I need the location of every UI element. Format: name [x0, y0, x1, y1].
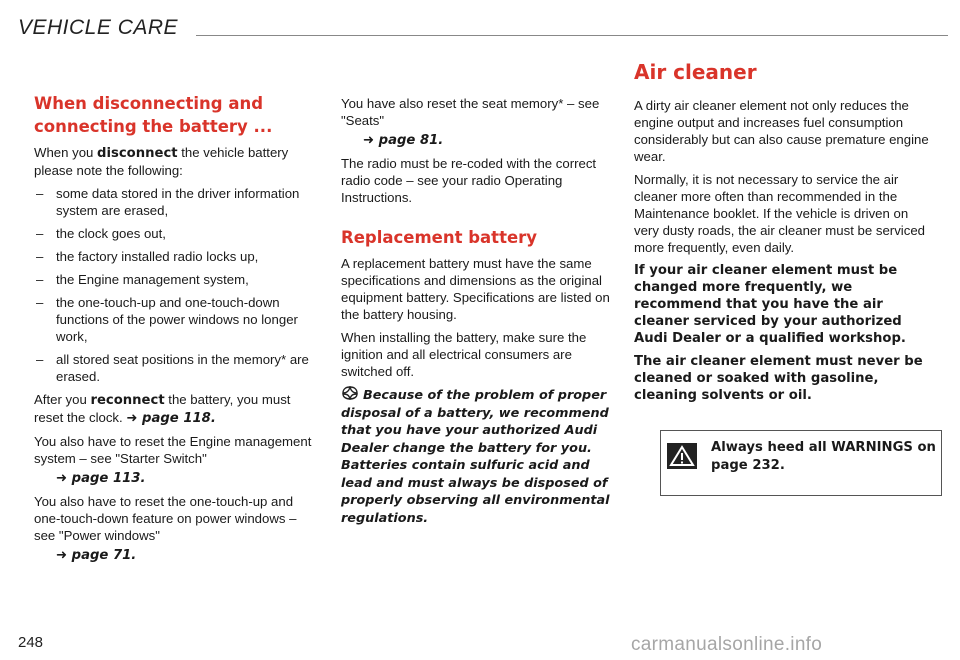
engine-reset-text: You also have to reset the Engine management system – see "Starter Switch"	[34, 434, 312, 466]
replacement-battery-heading: Replacement battery	[341, 228, 538, 247]
intro-text-end: the vehicle battery please note the following:	[34, 145, 289, 178]
windows-reset-paragraph	[34, 493, 312, 544]
list-item-text: the one-touch-up and one-touch-down functions of the power windows no longer work,	[56, 295, 298, 344]
seat-memory-text: You have also reset the seat memory* – see "Seats"	[341, 96, 600, 128]
list-item-text: the factory installed radio locks up,	[56, 249, 259, 264]
page-ref-link[interactable]: ➜ page 118.	[126, 411, 216, 426]
list-item	[34, 294, 312, 345]
list-item	[34, 225, 312, 242]
disconnect-emphasis: disconnect	[97, 146, 178, 161]
battery-disconnect-heading: When disconnecting and connecting the battery ...	[34, 94, 273, 136]
windows-reset-text: You also have to reset the one-touch-up and one-touch-down feature on power windows – see "Power windows"	[34, 494, 297, 543]
engine-ref-line	[34, 469, 312, 487]
list-item-text: all stored seat positions in the memory* are erased.	[56, 352, 309, 384]
page-number: 248	[18, 634, 44, 651]
replacement-paragraph: A replacement battery must have the same specifications and dimensions as the original equipment battery. Specifications are listed on the battery housing.	[341, 256, 610, 322]
air-cleaner-p2: Normally, it is not necessary to service the air cleaner more often than recommended in the Maintenance booklet. If the vehicle is driven on very dusty roads, the air cleaner must be serviced more frequently, even daily.	[634, 172, 925, 255]
reconnect-text: After you	[34, 392, 91, 407]
reconnect-emphasis: reconnect	[90, 393, 165, 408]
reconnect-paragraph	[34, 391, 312, 427]
eco-leaf-icon	[341, 386, 359, 400]
dash-bullet: –	[36, 352, 44, 367]
dash-bullet: –	[36, 186, 44, 201]
dash-bullet: –	[36, 226, 44, 241]
column-2	[341, 95, 613, 533]
air-cleaner-p3: If your air cleaner element must be changed more frequently, we recommend that you have the air cleaner serviced by your authorized Audi Dealer or a qualified workshop.	[634, 263, 906, 346]
list-item	[34, 351, 312, 385]
list-item-text: the clock goes out,	[56, 226, 166, 241]
reconnect-text-end: the battery, you must reset the clock.	[34, 392, 291, 425]
disconnect-intro	[34, 144, 312, 179]
list-item	[34, 185, 312, 219]
column-3	[634, 97, 934, 410]
page-ref-link[interactable]: ➜ page 113.	[56, 471, 146, 486]
engine-reset-paragraph	[34, 433, 312, 467]
air-cleaner-heading: Air cleaner	[634, 60, 757, 84]
dash-bullet: –	[36, 249, 44, 264]
air-cleaner-p4: The air cleaner element must never be cleaned or soaked with gasoline, cleaning solvents or oil.	[634, 354, 923, 403]
column-1	[34, 92, 312, 570]
warnings-notice	[660, 430, 942, 496]
dash-bullet: –	[36, 295, 44, 310]
seat-ref-line	[341, 131, 613, 149]
list-item-text: the Engine management system,	[56, 272, 249, 287]
environment-note	[341, 386, 613, 527]
environment-note-text: Because of the problem of proper disposal of a battery, we recommend that you have your authorized Audi Dealer change the battery for you. Batteries contain sulfuric acid and lead and must always be disposed of properly observing all environmental regulations.	[341, 388, 610, 526]
list-item	[34, 271, 312, 288]
seat-memory-paragraph	[341, 95, 613, 129]
warning-triangle-icon	[667, 443, 697, 469]
install-paragraph: When installing the battery, make sure the ignition and all electrical consumers are switched off.	[341, 330, 587, 379]
list-item	[34, 248, 312, 265]
air-cleaner-p1: A dirty air cleaner element not only reduces the engine output and increases fuel consumption considerably but can also cause premature engine wear.	[634, 98, 929, 164]
windows-ref-line	[34, 546, 312, 564]
page-ref-link[interactable]: ➜ page 81.	[363, 133, 444, 148]
header-rule	[196, 35, 948, 36]
warnings-text: Always heed all WARNINGS on page 232.	[711, 440, 936, 473]
page-header	[18, 14, 948, 44]
section-title: VEHICLE CARE	[18, 16, 179, 39]
radio-paragraph: The radio must be re-coded with the correct radio code – see your radio Operating Instructions.	[341, 156, 597, 205]
page-ref-link[interactable]: ➜ page 71.	[56, 548, 137, 563]
intro-text: When you	[34, 145, 98, 160]
list-item-text: some data stored in the driver information system are erased,	[56, 186, 300, 218]
watermark: carmanualsonline.info	[631, 634, 823, 655]
dash-bullet: –	[36, 272, 44, 287]
